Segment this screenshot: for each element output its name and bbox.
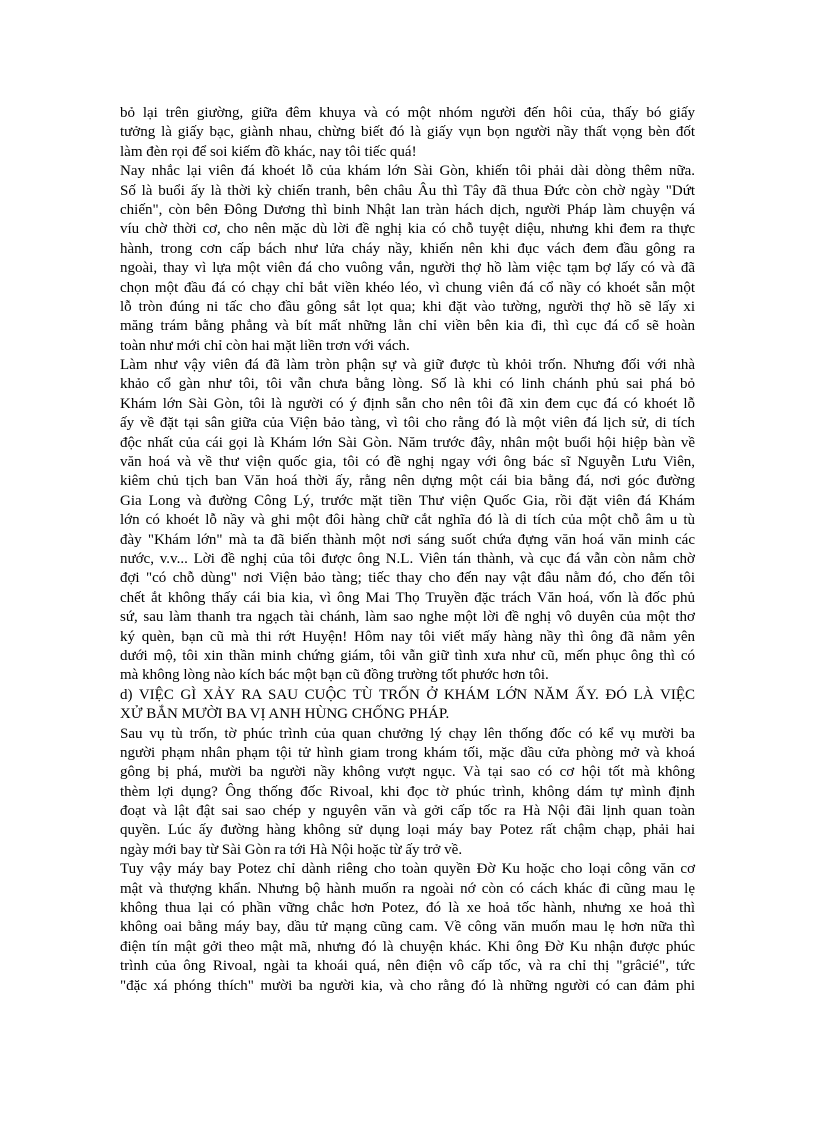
text-line: đợi "có chỗ dùng" nơi Viện bảo tàng; tiếc thay cho đến nay vật đâu nằm đó, cho đến tôi	[120, 570, 695, 587]
text-line: làm đèn rọi để soi kiếm đồ khác, nay tôi tiếc quá!	[120, 143, 417, 160]
text-line: kiêm chủ tịch ban Văn hoá thời ấy, rằng nên dựng một cái bia bằng đá, nơi góc đường	[120, 473, 695, 490]
text-line: chọn một đầu đá có chạy chỉ bắt viền khéo léo, vì chung viên đá cổ nầy có khoét sẵn một	[120, 279, 695, 296]
text-line: víu chờ thời cơ, cho nên mặc dù lời đề nghị kia có chỗ tuyệt diệu, nhưng khi đem ra thực	[120, 221, 695, 238]
text-line: khảo cổ gàn như tôi, tôi vẫn chưa bằng lòng. Số là khi có linh chánh phủ sai phá bỏ	[120, 376, 695, 393]
text-line: hành, trong cơn cấp bách như lửa cháy nầy, khiến nên khi đục vách đem đầu gông ra	[120, 240, 695, 257]
text-line: điện tín mật gởi theo mật mã, nhưng đó là chuyện khác. Khi ông Đờ Ku nhận được phúc	[120, 938, 695, 955]
text-line: lớn có khoét lỗ nầy và ghi một đôi hàng chữ cắt nghĩa đó là di tích của một chỗ âm u tù	[120, 512, 695, 529]
text-line: mật và thượng khẩn. Nhưng bộ hành muốn ra ngoài nớ còn có cách khác đi cũng mau lẹ	[120, 880, 695, 897]
document-page	[120, 104, 695, 996]
text-line: nước, v.v... Lời đề nghị của tôi được ông N.L. Viên tán thành, và cục đá vẫn còn nằm chờ	[120, 550, 695, 567]
text-line: ngày mới bay từ Sài Gòn ra tới Hà Nội hoặc từ ấy trở về.	[120, 841, 463, 858]
text-line: Làm như vậy viên đá đã làm tròn phận sự và giữ được tù khỏi trốn. Nhưng đối với nhà	[120, 357, 695, 374]
text-line: ngoài, thay vì lựa một viên đá cho vuông vắn, người thợ hồ làm việc tạm bợ lấy có và đã	[120, 260, 695, 277]
text-line: Khám lớn Sài Gòn, tôi là người có ý định sẵn cho nên tôi đã xin đem cục đá có khoét lỗ	[120, 395, 695, 412]
text-line: không thua lại có phần vững chắc hơn Potez, đó là xe hoả tốc hành, nhưng xe hoả thì	[120, 900, 695, 917]
text-line: đày "Khám lớn" mà ta đã biến thành một nơi sáng suốt chứa đựng văn hoá văn minh các	[120, 531, 695, 548]
text-line: "đặc xá phóng thích" mười ba người kia, và cho rằng đó là những người có can đảm phi	[120, 977, 695, 994]
text-line: trình của ông Rivoal, ngài ta khoái quá, nên điện vô cấp tốc, và ra chỉ thị "grâcié", tức	[120, 958, 695, 975]
text-line: măng trám bằng phẳng và bít mất những lằn chỉ viền bên kia đi, thì cục đá cổ sẽ hoàn	[120, 318, 695, 335]
text-line: quyền. Lúc ấy đường hàng không sử dụng loại máy bay Potez rất chậm chạp, phải hai	[120, 822, 695, 839]
text-line: gông bị phá, mười ba người nầy không vượt ngục. Và tại sao có cơ hội tốt mà không	[120, 764, 695, 781]
text-line: đoạt và lật đật sai sao chép y nguyên văn và gởi cấp tốc ra Hà Nội đãi lịnh quan toàn	[120, 803, 695, 820]
text-line: toàn như mới chỉ còn hai mặt liền trơn với vách.	[120, 337, 410, 354]
text-line: thèm lợi dụng? Ông thống đốc Rivoal, khi đọc tờ phúc trình, không dám tự mình định	[120, 783, 695, 800]
text-line: chiến", còn bên Đông Dương thì binh Nhật lan tràn hách dịch, người Pháp làm chuyện vá	[120, 201, 695, 218]
text-line: độc nhất của cái gọi là Khám lớn Sài Gòn. Năm trước đây, nhân một buổi hội hiệp bàn về	[120, 434, 695, 451]
text-line: Sau vụ tù trốn, tờ phúc trình của quan chưởng lý chạy lên thống đốc có kể vụ mười ba	[120, 725, 695, 742]
text-line: văn hoá và về thư viện quốc gia, tôi có đề nghị ngay với ông bác sĩ Nguyễn Lưu Viên,	[120, 454, 695, 471]
text-line: Số là buổi ấy là thời kỳ chiến tranh, bên châu Âu thì Tây đã thua Đức còn chờ ngày "Dứt	[120, 182, 695, 199]
text-line: Gia Long và đường Công Lý, trước mặt tiền Thư viện Quốc Gia, rồi đặt viên đá Khám	[120, 492, 695, 509]
text-line: lỗ tròn đúng ni tấc cho đầu gông sắt lọt qua; khi đặt vào tường, người thợ hồ sẽ lấy xi	[120, 298, 695, 315]
text-line: d) VIỆC GÌ XẢY RA SAU CUỘC TÙ TRỐN Ở KHÁM LỚN NĂM ẤY. ĐÓ LÀ VIỆC	[120, 686, 695, 703]
text-line: dưới mộ, tôi xin thần minh chứng giám, tôi vẫn giữ tình xưa như cũ, mến phục ông thì có	[120, 647, 695, 664]
text-line: mà không lòng nào kích bác một bạn cũ đồng trường tốt phước hơn tôi.	[120, 667, 549, 684]
text-line: tưởng là giấy bạc, giành nhau, chừng biết đó là giấy vụn bọn người nầy thất vọng bèn đốt	[120, 124, 695, 141]
text-line: XỬ BẮN MƯỜI BA VỊ ANH HÙNG CHỐNG PHÁP.	[120, 706, 450, 723]
text-line: chết ắt không thấy cái bia kia, vì ông Mai Thọ Truyền đặc trách Văn hoá, vốn là đốc phủ	[120, 589, 695, 606]
text-line: Nay nhắc lại viên đá khoét lỗ của khám lớn Sài Gòn, khiến tôi phải dài dòng thêm nữa.	[120, 163, 695, 180]
text-line: không oai bằng máy bay, dầu tử mạng cũng cam. Về công văn muốn mau lẹ hơn nữa thì	[120, 919, 695, 936]
text-line: Tuy vậy máy bay Potez chỉ dành riêng cho toàn quyền Đờ Ku hoặc cho loại công văn cơ	[120, 861, 695, 878]
text-line: sứ, sau làm thanh tra ngạch tài chánh, làm sao nghe một lời đề nghị vô duyên của một thơ	[120, 609, 695, 626]
text-line: bỏ lại trên giường, giữa đêm khuya và có một nhóm người đến hôi của, thấy bó giấy	[120, 105, 695, 121]
text-line: người phạm nhân phạm tội tử hình giam trong khám tối, mặc dầu cửa phòng mở và khoá	[120, 744, 695, 761]
text-line: ký quèn, bạn cũ mà thi rớt Huyện! Hôm nay tôi viết mấy hàng nầy thì ông đã nằm yên	[120, 628, 695, 645]
text-line: ấy về đặt tại sân giữa của Viện bảo tàng, vì tôi cho rằng đó là một viên đá lịch sử, di tích	[120, 415, 695, 432]
